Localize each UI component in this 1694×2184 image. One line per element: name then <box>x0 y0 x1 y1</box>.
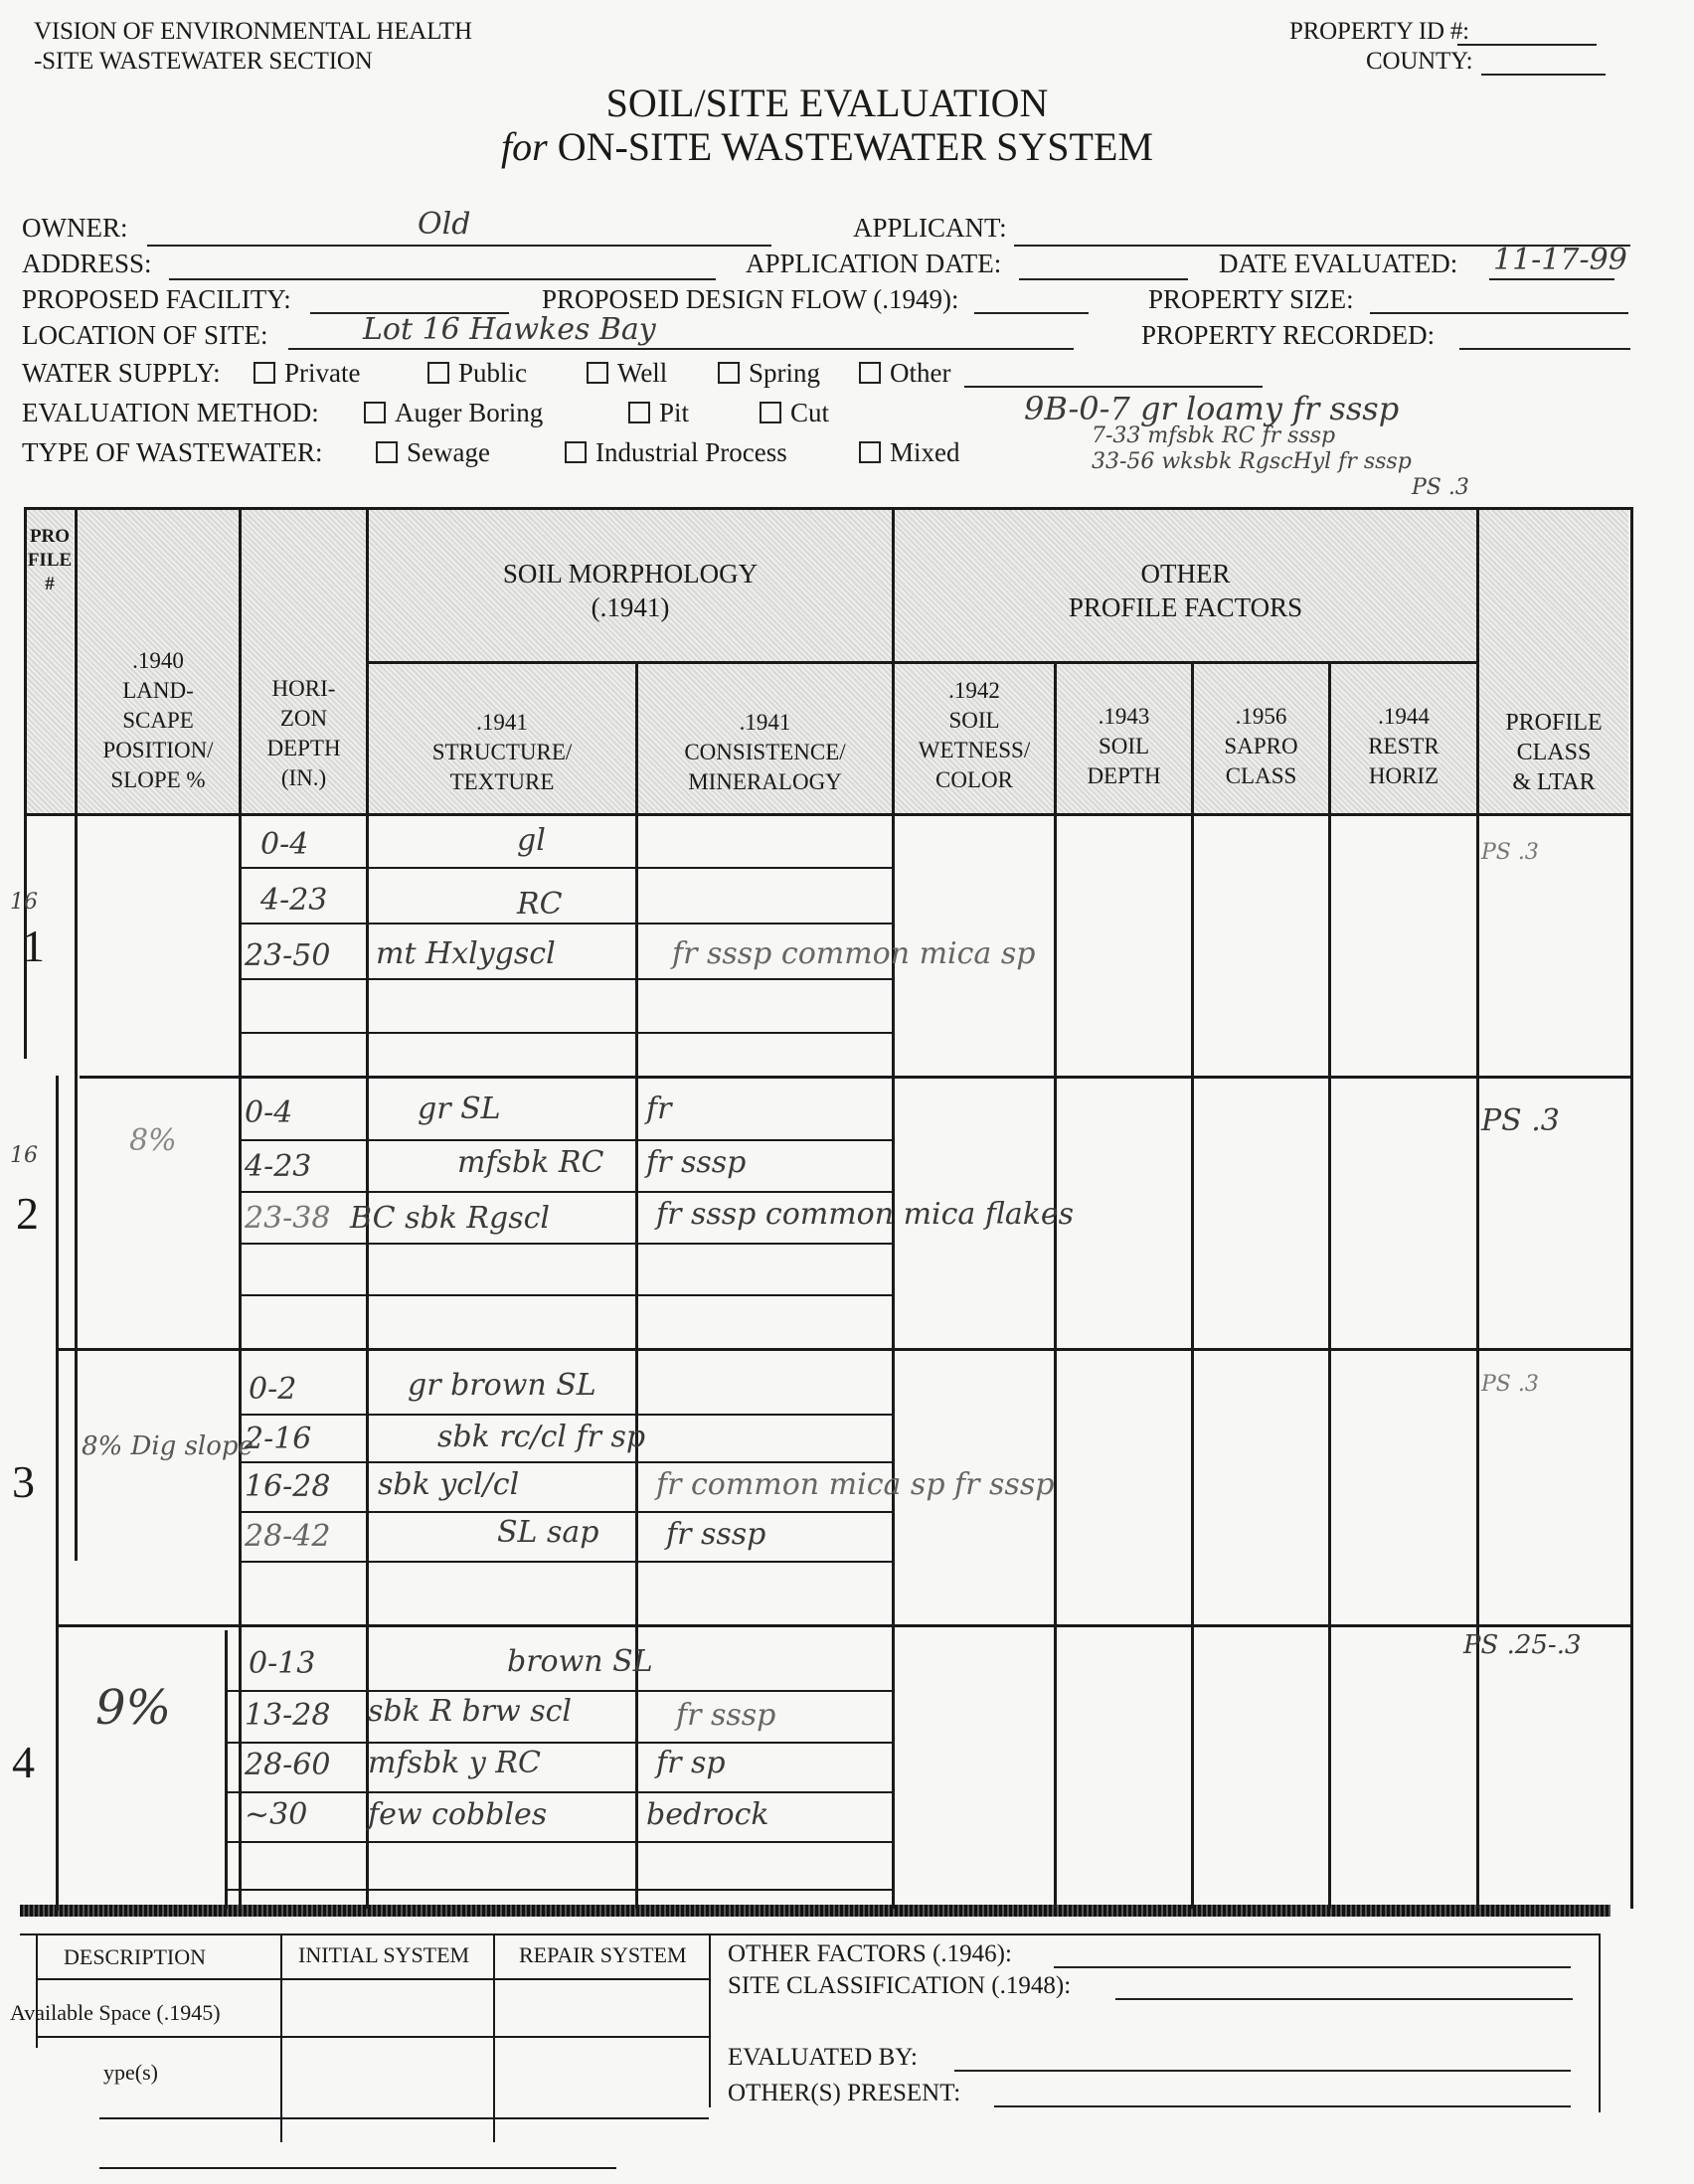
structure-texture: BC sbk Rgscl <box>350 1201 550 1236</box>
row-line <box>239 1294 892 1296</box>
consistence-mineralogy: fr sssp <box>646 1145 747 1180</box>
profile-number: 4 <box>12 1737 35 1787</box>
initial-system-header: INITIAL SYSTEM <box>298 1942 470 1967</box>
structure-texture: few cobbles <box>368 1797 548 1832</box>
water-supply-label: WATER SUPPLY: <box>22 358 221 388</box>
consistence-mineralogy: fr sssp <box>676 1698 776 1733</box>
wetness-header: .1942 SOIL WETNESS/ COLOR <box>918 678 1031 792</box>
vline-left-lower <box>56 1076 59 1911</box>
class-header: PROFILE CLASS & LTAR <box>1505 710 1603 795</box>
application-date-label: APPLICATION DATE: <box>746 249 1002 278</box>
horizon-depth: 4-23 <box>260 883 328 918</box>
row-line <box>239 978 892 980</box>
structure-texture: gr brown SL <box>408 1368 596 1403</box>
location-label: LOCATION OF SITE: <box>22 320 268 350</box>
table-top-border <box>24 507 1632 510</box>
footer-col1 <box>280 1933 282 2142</box>
subheader-border <box>366 661 1479 664</box>
profile-class: PS .3 <box>1481 1103 1560 1138</box>
property-recorded-label: PROPERTY RECORDED: <box>1141 320 1436 350</box>
header-bottom-border <box>24 813 1632 816</box>
profile1-bottom <box>80 1076 1630 1079</box>
eval-pit-option[interactable]: Pit <box>628 398 689 428</box>
form-subtitle: for ON-SITE WASTEWATER SYSTEM <box>501 124 1153 169</box>
margin-note-line2: 7-33 mfsbk RC fr sssp <box>1092 423 1336 448</box>
row-line <box>225 1841 892 1843</box>
other-factors-label: OTHER FACTORS (.1946): <box>728 1940 1012 1967</box>
profile-class: PS .25-.3 <box>1463 1630 1582 1660</box>
soil-depth-header: .1943 SOIL DEPTH <box>1087 704 1161 788</box>
design-flow-label: PROPOSED DESIGN FLOW (.1949): <box>542 284 959 314</box>
structure-texture: SL sap <box>497 1515 599 1550</box>
site-classification-line[interactable] <box>1115 1998 1573 2000</box>
owner-label: OWNER: <box>22 213 128 243</box>
structure-texture: mt Hxlygscl <box>376 936 556 971</box>
horizon-depth: 0-13 <box>249 1646 316 1681</box>
horizon-depth: 2-16 <box>245 1422 312 1456</box>
vline-depth <box>1191 661 1194 1909</box>
horizon-depth: 0-4 <box>245 1095 293 1130</box>
eval-auger-option[interactable]: Auger Boring <box>364 398 543 428</box>
row-line <box>239 923 892 924</box>
county-label: COUNTY: <box>1366 48 1473 75</box>
structure-texture: sbk R brw scl <box>368 1694 572 1729</box>
footer-left-border <box>36 1933 38 2048</box>
landscape-position: 8% Dig slope <box>82 1431 254 1461</box>
profile-side-note: 16 <box>10 890 38 915</box>
footer-col3 <box>709 1933 711 2107</box>
vline-wetness <box>1054 661 1057 1909</box>
row-line <box>225 1690 892 1692</box>
row-line <box>239 1243 892 1245</box>
structure-header: .1941 STRUCTURE/ TEXTURE <box>431 710 573 794</box>
other-factors-line[interactable] <box>1054 1966 1571 1968</box>
horizon-depth: ~30 <box>245 1797 308 1832</box>
property-size-label: PROPERTY SIZE: <box>1148 284 1354 314</box>
types-label: ype(s) <box>103 2060 158 2085</box>
evaluation-method-label: EVALUATION METHOD: <box>22 398 319 427</box>
owner-value: Old <box>418 207 471 242</box>
proposed-facility-label: PROPOSED FACILITY: <box>22 284 291 314</box>
other-factors-header: OTHER PROFILE FACTORS <box>1068 559 1303 622</box>
consistence-header: .1941 CONSISTENCE/ MINERALOGY <box>684 710 846 794</box>
horizon-depth: 23-38 <box>245 1201 331 1236</box>
location-value: Lot 16 Hawkes Bay <box>363 312 656 347</box>
vline-right <box>1630 507 1633 1909</box>
date-evaluated-value: 11-17-99 <box>1493 243 1627 277</box>
consistence-mineralogy: fr sssp <box>666 1517 766 1552</box>
footer-col2 <box>493 1933 495 2142</box>
profile3-bottom <box>56 1624 1630 1627</box>
structure-texture: brown SL <box>507 1644 653 1679</box>
profile-class: PS .3 <box>1481 840 1539 865</box>
horizon-depth: 0-2 <box>249 1372 297 1407</box>
division-name: VISION OF ENVIRONMENTAL HEALTH <box>34 18 472 45</box>
row-line <box>239 867 892 869</box>
consistence-mineralogy: fr sssp common mica flakes <box>656 1197 1075 1232</box>
row-line <box>239 1561 892 1563</box>
consistence-mineralogy: fr sp <box>656 1746 726 1780</box>
ww-industrial-option[interactable]: Industrial Process <box>565 437 787 468</box>
structure-texture: RC <box>517 887 563 922</box>
horizon-depth: 16-28 <box>245 1469 331 1504</box>
margin-note-code: 9B-0-7 gr loamy fr sssp <box>1024 390 1400 427</box>
evaluated-by-label: EVALUATED BY: <box>728 2044 918 2071</box>
ww-sewage-option[interactable]: Sewage <box>376 437 490 468</box>
structure-texture: sbk ycl/cl <box>378 1467 520 1502</box>
vline-sapro <box>1328 661 1331 1909</box>
form-title: SOIL/SITE EVALUATION <box>605 81 1049 125</box>
footer-row-line <box>99 2117 709 2119</box>
site-classification-label: SITE CLASSIFICATION (.1948): <box>728 1972 1072 1999</box>
landscape-position: 9% <box>95 1680 172 1736</box>
horizon-depth: 0-4 <box>260 827 309 862</box>
row-line <box>239 1139 892 1141</box>
consistence-mineralogy: fr common mica sp fr sssp <box>656 1467 1055 1502</box>
footer-top-line <box>20 1933 1601 1935</box>
applicant-label: APPLICANT: <box>853 213 1007 243</box>
row-line <box>225 1889 892 1891</box>
water-private-option[interactable]: Private <box>254 358 360 389</box>
vline-structure <box>635 661 638 1909</box>
water-well-option[interactable]: Well <box>587 358 667 389</box>
profile-number: 3 <box>12 1456 35 1507</box>
landscape-header: .1940 LAND- SCAPE POSITION/ SLOPE % <box>102 648 214 792</box>
row-line <box>239 1461 892 1463</box>
others-present-line[interactable] <box>994 2105 1571 2107</box>
horizon-depth: 23-50 <box>245 938 331 973</box>
evaluated-by-line[interactable] <box>954 2070 1571 2072</box>
horizon-depth: 4-23 <box>245 1149 312 1184</box>
row-line <box>239 1191 892 1193</box>
wastewater-type-label: TYPE OF WASTEWATER: <box>22 437 323 467</box>
footer-bottom-line <box>99 2167 616 2169</box>
consistence-mineralogy: fr sssp common mica sp <box>672 936 1036 971</box>
property-id-label: PROPERTY ID #: <box>1289 18 1469 45</box>
available-space-label: Available Space (.1945) <box>10 2000 221 2025</box>
horizon-depth: 28-60 <box>245 1748 331 1782</box>
footer-right-border <box>1599 1933 1601 2112</box>
consistence-mineralogy: fr <box>646 1092 672 1126</box>
margin-note-line3: 33-56 wksbk RgscHyl fr sssp <box>1092 449 1412 474</box>
landscape-position: 8% <box>129 1123 177 1158</box>
profile2-bottom <box>56 1348 1630 1351</box>
structure-texture: mfsbk y RC <box>368 1746 541 1780</box>
vline-horizon-a <box>225 1630 228 1909</box>
restr-header: .1944 RESTR HORIZ <box>1368 704 1440 788</box>
description-header: DESCRIPTION <box>64 1944 207 1969</box>
profile-side-note: 16 <box>10 1143 38 1168</box>
sapro-header: .1956 SAPRO CLASS <box>1224 704 1298 788</box>
horizon-depth: 28-42 <box>245 1519 331 1554</box>
water-other-option[interactable]: Other <box>859 358 950 389</box>
row-line <box>239 1511 892 1513</box>
structure-texture: gl <box>517 823 546 858</box>
address-label: ADDRESS: <box>22 249 152 278</box>
profile-number: 2 <box>16 1188 39 1239</box>
footer-row-line <box>36 2036 709 2038</box>
date-evaluated-label: DATE EVALUATED: <box>1219 249 1458 278</box>
profile-header: PROFILE # <box>27 526 73 594</box>
row-line <box>225 1742 892 1744</box>
row-line <box>239 1032 892 1034</box>
water-public-option[interactable]: Public <box>427 358 527 389</box>
margin-note-line4: PS .3 <box>1412 475 1469 500</box>
repair-system-header: REPAIR SYSTEM <box>519 1942 687 1967</box>
footer-header-line <box>36 1978 709 1980</box>
others-present-label: OTHER(S) PRESENT: <box>728 2080 961 2106</box>
horizon-depth: 13-28 <box>245 1698 331 1733</box>
section-name: -SITE WASTEWATER SECTION <box>34 48 373 75</box>
consistence-mineralogy: bedrock <box>646 1797 769 1832</box>
soil-morphology-header: SOIL MORPHOLOGY (.1941) <box>502 559 759 622</box>
eval-cut-option[interactable]: Cut <box>760 398 829 428</box>
structure-texture: mfsbk RC <box>457 1145 604 1180</box>
row-line <box>239 1414 892 1416</box>
row-line <box>225 1791 892 1793</box>
structure-texture: sbk rc/cl fr sp <box>437 1420 646 1454</box>
profile-number: 1 <box>22 921 45 971</box>
table-bottom-border <box>20 1905 1610 1917</box>
water-spring-option[interactable]: Spring <box>718 358 820 389</box>
ww-mixed-option[interactable]: Mixed <box>859 437 960 468</box>
structure-texture: gr SL <box>418 1092 501 1126</box>
horizon-header: HORI- ZON DEPTH (IN.) <box>266 676 341 790</box>
profile-class: PS .3 <box>1481 1372 1539 1397</box>
